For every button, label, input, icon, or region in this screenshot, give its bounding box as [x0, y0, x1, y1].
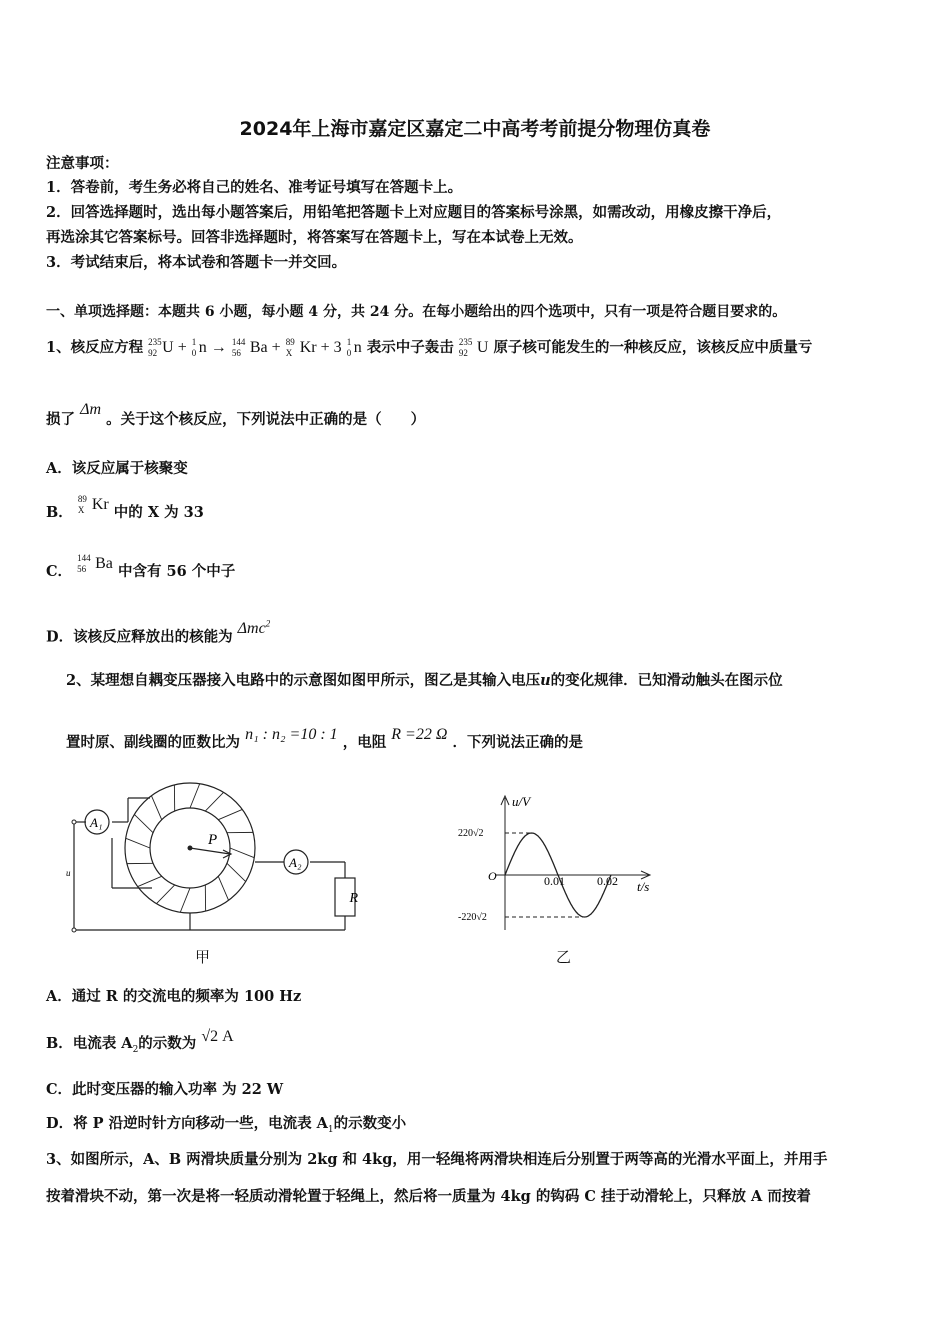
notice-item-1: 1．答卷前，考生务必将自己的姓名、准考证号填写在答题卡上。	[46, 179, 463, 196]
winding-turn	[218, 809, 242, 819]
nuclide-kr89: 89 X Kr + 3	[285, 337, 342, 358]
voltage-graph	[450, 790, 670, 930]
q3-line2: 按着滑块不动，第一次是将一轻质动滑轮置于轻绳上，然后将一质量为 4kg 的钩码 C 挂于动滑轮上，只释放 A 而按着	[46, 1188, 811, 1205]
notice-item-3: 3．考试结束后，将本试卷和答题卡一并交回。	[46, 254, 347, 271]
q1-mid: 表示中子轰击	[366, 339, 454, 356]
figure-jia-caption: 甲	[195, 948, 211, 966]
winding-turn	[151, 796, 161, 820]
winding-turn	[218, 876, 228, 900]
winding-turn	[138, 876, 162, 886]
slider-label: P	[208, 832, 218, 848]
x-tick-0.01: 0.01	[544, 874, 565, 888]
notice-item-2-cont: 再选涂其它答案标号。回答非选择题时，将答案写在答题卡上，写在本试卷上无效。	[46, 229, 583, 246]
q2-option-c: C．此时变压器的输入功率 为 22 W	[46, 1081, 284, 1098]
nuclide-ba144: 144 56 Ba +	[231, 337, 281, 358]
delta-mc2: Δmc$^2$	[237, 619, 271, 638]
circuit-diagram	[60, 770, 360, 940]
winding-turn	[230, 848, 254, 858]
q2-option-b: B．电流表 $A_2$的示数为 √2 A	[46, 1028, 234, 1055]
ammeter-a2-label: A₂	[289, 855, 302, 870]
winding-turn	[134, 814, 153, 832]
x-axis-label: t/s	[637, 879, 650, 894]
q2-line2: 置时原、副线圈的匝数比为 n₁ : n₂ =10 : 1 ，电阻 R =22 Ω ．下列说法正确的是	[66, 726, 583, 751]
q1-line1	[46, 338, 812, 358]
winding-turn	[205, 792, 223, 811]
q2-line1: 2、某理想自耦变压器接入电路中的示意图如图甲所示，图乙是其输入电压u的变化规律．已知滑动触头在图示位	[66, 672, 783, 689]
nuclide-kr89-b: 89 X Kr	[77, 494, 109, 515]
section-heading: 一、单项选择题：本题共 6 小题，每小题 4 分，共 24 分。在每小题给出的四个选项中，只有一项是符合题目要求的。	[46, 304, 787, 320]
nuclide-neutron-3: 1 0 n	[346, 337, 362, 358]
q1-option-a: A．该反应属于核聚变	[46, 460, 188, 477]
ammeter-value: √2 A	[201, 1028, 234, 1045]
resistance-value: R =22 Ω	[391, 726, 448, 743]
q1-line2: 损了 Δm 。关于这个核反应，下列说法中正确的是（ ）	[46, 401, 426, 428]
resistor-label: R	[349, 891, 358, 906]
winding-turn	[156, 885, 174, 904]
q2-option-d: D．将 P 沿逆时针方向移动一些，电流表 $A_1$的示数变小	[46, 1115, 407, 1135]
figure-yi-caption: 乙	[556, 948, 572, 966]
x-tick-0.02: 0.02	[597, 874, 618, 888]
y-top-label: 220√2	[458, 828, 484, 839]
ammeter-a1-label: A₁	[90, 815, 103, 830]
q1-tail: 原子核可能发生的一种核反应，该核反应中质量亏	[493, 339, 813, 356]
delta-m: Δm	[80, 401, 102, 418]
nuclide-u235-target: 235 92 U	[458, 337, 489, 358]
notice-item-2: 2．回答选择题时，选出每小题答案后，用铅笔把答题卡上对应题目的答案标号涂黑，如需改动，用橡皮擦干净后，	[46, 204, 782, 221]
q2-option-a: A．通过 R 的交流电的频率为 100 Hz	[46, 988, 302, 1005]
y-bottom-label: -220√2	[458, 912, 487, 923]
q1-option-d: D．该核反应释放出的核能为 Δmc$^2$	[46, 619, 271, 646]
winding-turn	[190, 784, 200, 808]
turns-ratio: n₁ : n₂ =10 : 1	[245, 726, 338, 743]
q1-lead: 1、核反应方程	[46, 339, 144, 356]
q1-option-b: B． 89 X Kr 中的 X 为 33	[46, 494, 204, 521]
winding-turn	[126, 838, 150, 848]
input-voltage-label: u	[66, 868, 71, 878]
q1-option-c: C． 144 56 Ba 中含有 56 个中子	[46, 553, 236, 580]
nuclide-u235: 235 92 U +	[148, 337, 187, 358]
winding-turn	[180, 888, 190, 912]
winding-turn	[227, 863, 246, 881]
y-axis-label: u/V	[512, 794, 531, 809]
page-title: 2024年上海市嘉定区嘉定二中高考考前提分物理仿真卷	[239, 118, 711, 140]
origin-label: O	[488, 869, 497, 883]
nuclide-neutron: 1 0 n →	[191, 337, 227, 358]
nuclide-ba144-c: 144 56 Ba	[77, 553, 113, 574]
notice-heading: 注意事项：	[46, 155, 119, 172]
q3-line1: 3、如图所示，A、B 两滑块质量分别为 2kg 和 4kg，用一轻绳将两滑块相连后分别置于两等高的光滑水平面上，并用手	[46, 1151, 828, 1168]
